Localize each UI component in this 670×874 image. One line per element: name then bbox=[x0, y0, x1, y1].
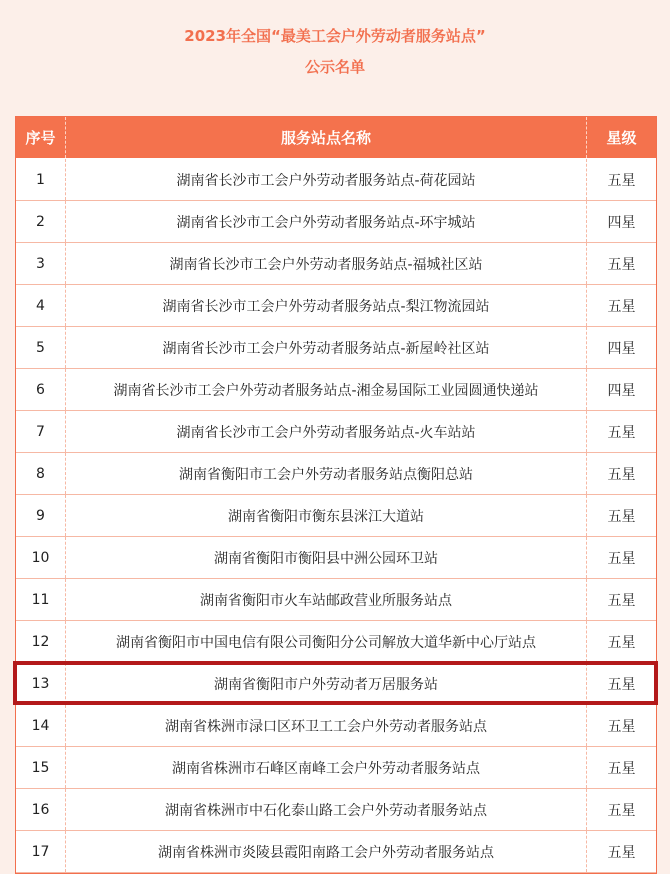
star-level: 五星 bbox=[607, 676, 636, 693]
table-row bbox=[16, 243, 656, 285]
table-row bbox=[16, 789, 656, 831]
table-row bbox=[16, 159, 656, 201]
station-name: 湖南省株洲市渌口区环卫工工会户外劳动者服务站点 bbox=[66, 705, 587, 746]
table-row bbox=[16, 201, 656, 243]
table-row bbox=[16, 621, 656, 663]
table-row bbox=[16, 411, 656, 453]
star-level: 五星 bbox=[607, 550, 636, 567]
station-name: 湖南省株洲市中石化泰山路工会户外劳动者服务站点 bbox=[66, 789, 587, 830]
table-header-row bbox=[16, 117, 656, 159]
table-row bbox=[16, 453, 656, 495]
star-level: 五星 bbox=[607, 466, 636, 483]
table-row bbox=[16, 537, 656, 579]
table-row bbox=[16, 285, 656, 327]
table-row bbox=[16, 495, 656, 537]
row-number: 7 bbox=[16, 411, 66, 452]
star-level: 五星 bbox=[607, 256, 636, 273]
table-row bbox=[16, 747, 656, 789]
row-number: 10 bbox=[16, 537, 66, 578]
row-number: 12 bbox=[16, 621, 66, 662]
star-level: 五星 bbox=[607, 760, 636, 777]
station-name: 湖南省长沙市工会户外劳动者服务站点-荷花园站 bbox=[66, 159, 587, 200]
star-level: 四星 bbox=[607, 382, 636, 399]
star-level: 五星 bbox=[607, 592, 636, 609]
station-name: 湖南省衡阳市户外劳动者万居服务站 bbox=[66, 663, 587, 704]
star-level: 五星 bbox=[607, 172, 636, 189]
row-number: 11 bbox=[16, 579, 66, 620]
table-row bbox=[16, 579, 656, 621]
station-name: 湖南省长沙市工会户外劳动者服务站点-环宇城站 bbox=[66, 201, 587, 242]
star-level: 四星 bbox=[607, 340, 636, 357]
star-level: 五星 bbox=[607, 634, 636, 651]
star-level: 五星 bbox=[607, 508, 636, 525]
row-number: 14 bbox=[16, 705, 66, 746]
column-header-number: 序号 bbox=[16, 117, 66, 158]
station-name: 湖南省衡阳市火车站邮政营业所服务站点 bbox=[66, 579, 587, 620]
star-level: 五星 bbox=[607, 802, 636, 819]
row-number: 2 bbox=[16, 201, 66, 242]
row-number: 1 bbox=[16, 159, 66, 200]
station-name: 湖南省株洲市石峰区南峰工会户外劳动者服务站点 bbox=[66, 747, 587, 788]
station-name: 湖南省衡阳市衡东县洣江大道站 bbox=[66, 495, 587, 536]
row-number: 16 bbox=[16, 789, 66, 830]
page-title: 2023年全国“最美工会户外劳动者服务站点” bbox=[184, 27, 486, 45]
star-level: 五星 bbox=[607, 298, 636, 315]
station-name: 湖南省衡阳市中国电信有限公司衡阳分公司解放大道华新中心厅站点 bbox=[66, 621, 587, 662]
table-row bbox=[16, 369, 656, 411]
column-header-star-level: 星级 bbox=[606, 129, 637, 147]
row-number: 15 bbox=[16, 747, 66, 788]
table-row bbox=[16, 327, 656, 369]
station-name: 湖南省长沙市工会户外劳动者服务站点-福城社区站 bbox=[66, 243, 587, 284]
station-name: 湖南省长沙市工会户外劳动者服务站点-梨江物流园站 bbox=[66, 285, 587, 326]
station-name: 湖南省衡阳市工会户外劳动者服务站点衡阳总站 bbox=[66, 453, 587, 494]
star-level: 五星 bbox=[607, 718, 636, 735]
page-subtitle: 公示名单 bbox=[304, 58, 365, 76]
row-number: 13 bbox=[16, 663, 66, 704]
row-number: 6 bbox=[16, 369, 66, 410]
station-name: 湖南省长沙市工会户外劳动者服务站点-火车站站 bbox=[66, 411, 587, 452]
row-number: 4 bbox=[16, 285, 66, 326]
station-name: 湖南省长沙市工会户外劳动者服务站点-新屋岭社区站 bbox=[66, 327, 587, 368]
row-number: 3 bbox=[16, 243, 66, 284]
star-level: 四星 bbox=[607, 214, 636, 231]
star-level: 五星 bbox=[607, 844, 636, 861]
station-name: 湖南省长沙市工会户外劳动者服务站点-湘金易国际工业园圆通快递站 bbox=[66, 369, 587, 410]
station-name: 湖南省衡阳市衡阳县中洲公园环卫站 bbox=[66, 537, 587, 578]
row-number: 9 bbox=[16, 495, 66, 536]
table-row bbox=[16, 663, 656, 705]
station-name: 湖南省株洲市炎陵县霞阳南路工会户外劳动者服务站点 bbox=[66, 831, 587, 872]
stations-table bbox=[15, 116, 657, 874]
table-body bbox=[16, 159, 656, 873]
row-number: 17 bbox=[16, 831, 66, 872]
column-header-station-name: 服务站点名称 bbox=[66, 117, 587, 158]
row-number: 8 bbox=[16, 453, 66, 494]
table-row bbox=[16, 705, 656, 747]
row-number: 5 bbox=[16, 327, 66, 368]
star-level: 五星 bbox=[607, 424, 636, 441]
table-row bbox=[16, 831, 656, 873]
